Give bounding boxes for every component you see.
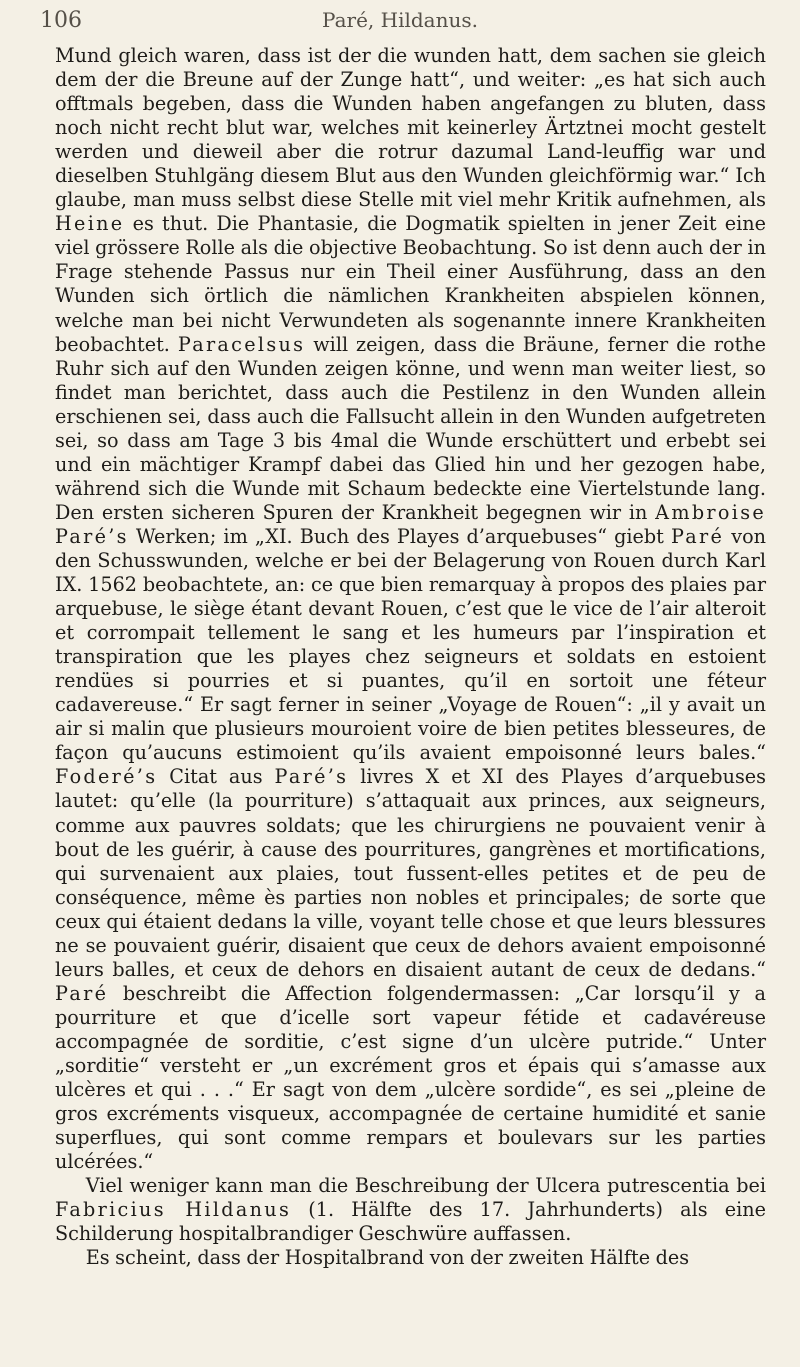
author-name-heine: Heine: [55, 212, 125, 236]
text-run: Werken; im „XI. Buch des Playes d’arquebuses“ giebt: [128, 524, 671, 548]
paragraph-3: [55, 1246, 766, 1270]
author-name-pare: Paré’s: [274, 765, 349, 789]
author-name-pare: Paré: [670, 524, 725, 548]
text-run: livres X et XI des Playes d’arquebuses lautet: qu’elle (la pourriture) s’attaquait aux princes, aux seigneurs, comme aux pauvres soldats; que les chirurgiens ne pouvaient venir à bout de les guérir, à cause des pourritures, gangrènes et mortifications, qui survenaient aux plaies, tout fussent-elles petites et de peu de conséquence, même ès parties non nobles et principales; de sorte que ceux qui étaient dedans la ville, voyant telle chose et que leurs blessures ne se pouvaient guérir, disaient que ceux de dehors avaient empoisonné leurs balles, et ceux de dehors en disaient autant de ceux de dedans.“: [55, 765, 766, 981]
page-header: [40, 8, 760, 36]
text-run: beschreibt die Affection folgendermassen: „Car lorsqu’il y a pourriture et que d’icelle sort vapeur fétide et cadavéreuse accompagnée de sorditie, c’est signe d’un ulcère putride.“ Unter „sorditie“ versteht er „un excrément gros et épais qui s’amasse aux ulcères et qui . . .“ Er sagt von dem „ulcère sordide“, es sei „pleine de gros excréments visqueux, accompagnée de certaine humidité et sanie superflues, qui sont comme rempars et boulevars sur les parties ulcérées.“: [55, 981, 766, 1174]
text-run: von den Schusswunden, welche er bei der Belagerung von Rouen durch Karl IX. 1562 beobachtete, an: ce que bien remarquay à propos des plaies par arquebuse, le siège étant devant Rouen, c’est que le vice de l’air alteroit et corrompait tellement le sang et les humeurs par l’inspiration et transpiration que les playes chez seigneurs et soldats en estoient rendües si pourries et si puantes, qu’il en sortoit une féteur cadavereuse.“ Er sagt ferner in seiner „Voyage de Rouen“: „il y avait un air si malin que plusieurs mouroient voire de bien petites blesseures, de façon qu’aucuns estimoient qu’ils avaient empoisonné leurs bales.“: [55, 524, 766, 765]
page-number: 106: [40, 8, 82, 33]
paragraph-1: [55, 44, 766, 1174]
author-name-pare: Paré: [55, 981, 109, 1005]
author-name-paracelsus: Paracelsus: [177, 332, 306, 356]
text-run: es thut. Die Phantasie, die Dogmatik spielten in jener Zeit eine viel grössere Rolle als die objective Beobachtung. So ist denn auch der in Frage stehende Passus nur ein Theil einer Ausführung, dass an den Wunden sich örtlich die nämlichen Krankheiten abspielen können, welche man bei nicht Verwundeten als sogenannte innere Krankheiten beobachtet.: [55, 212, 766, 356]
text-run: Es scheint, dass der Hospitalbrand von der zweiten Hälfte des: [85, 1246, 690, 1270]
text-run: Viel weniger kann man die Beschreibung der Ulcera putrescentia bei: [85, 1174, 766, 1198]
running-title: Paré, Hildanus.: [322, 8, 478, 32]
text-run: will zeigen, dass die Bräune, ferner die rothe Ruhr sich auf den Wunden zeigen könne, und wenn man weiter liest, so findet man berichtet, dass auch die Pestilenz in den Wunden allein erschienen sei, dass auch die Fallsucht allein in den Wunden aufgetreten sei, so dass am Tage 3 bis 4mal die Wunde erschüttert und erbebt sei und ein mächtiger Krampf dabei das Glied hin und her gezogen habe, während sich die Wunde mit Schaum bedeckte eine Viertelstunde lang. Den ersten sicheren Spuren der Krankheit begegnen wir in: [55, 332, 766, 524]
text-run: Mund gleich waren, dass ist der die wunden hatt, dem sachen sie gleich dem der die Breune auf der Zunge hatt“, und weiter: „es hat sich auch offtmals begeben, dass die Wunden haben angefangen zu bluten, dass noch nicht recht blut war, welches mit keinerley Ärtztnei mocht gestelt werden und dieweil aber die rotrur dazumal Land-leuffig war und dieselben Stuhlgäng diesem Blut aus den Wunden gleichförmig war.“ Ich glaube, man muss selbst diese Stelle mit viel mehr Kritik aufnehmen, als: [55, 44, 766, 212]
paragraph-2: [55, 1174, 766, 1246]
text-run: Citat aus: [157, 765, 275, 789]
text-run: (1. Hälfte des 17. Jahrhunderts) als eine Schilderung hospitalbrandiger Geschwüre auffassen.: [55, 1198, 766, 1246]
author-name-fabricius-hildanus: Fabricius Hildanus: [55, 1198, 292, 1222]
author-name-ambroise-pare: Ambroise Paré’s: [55, 500, 766, 548]
author-name-fodere: Foderé’s: [55, 765, 158, 789]
body-text: [55, 44, 766, 1270]
